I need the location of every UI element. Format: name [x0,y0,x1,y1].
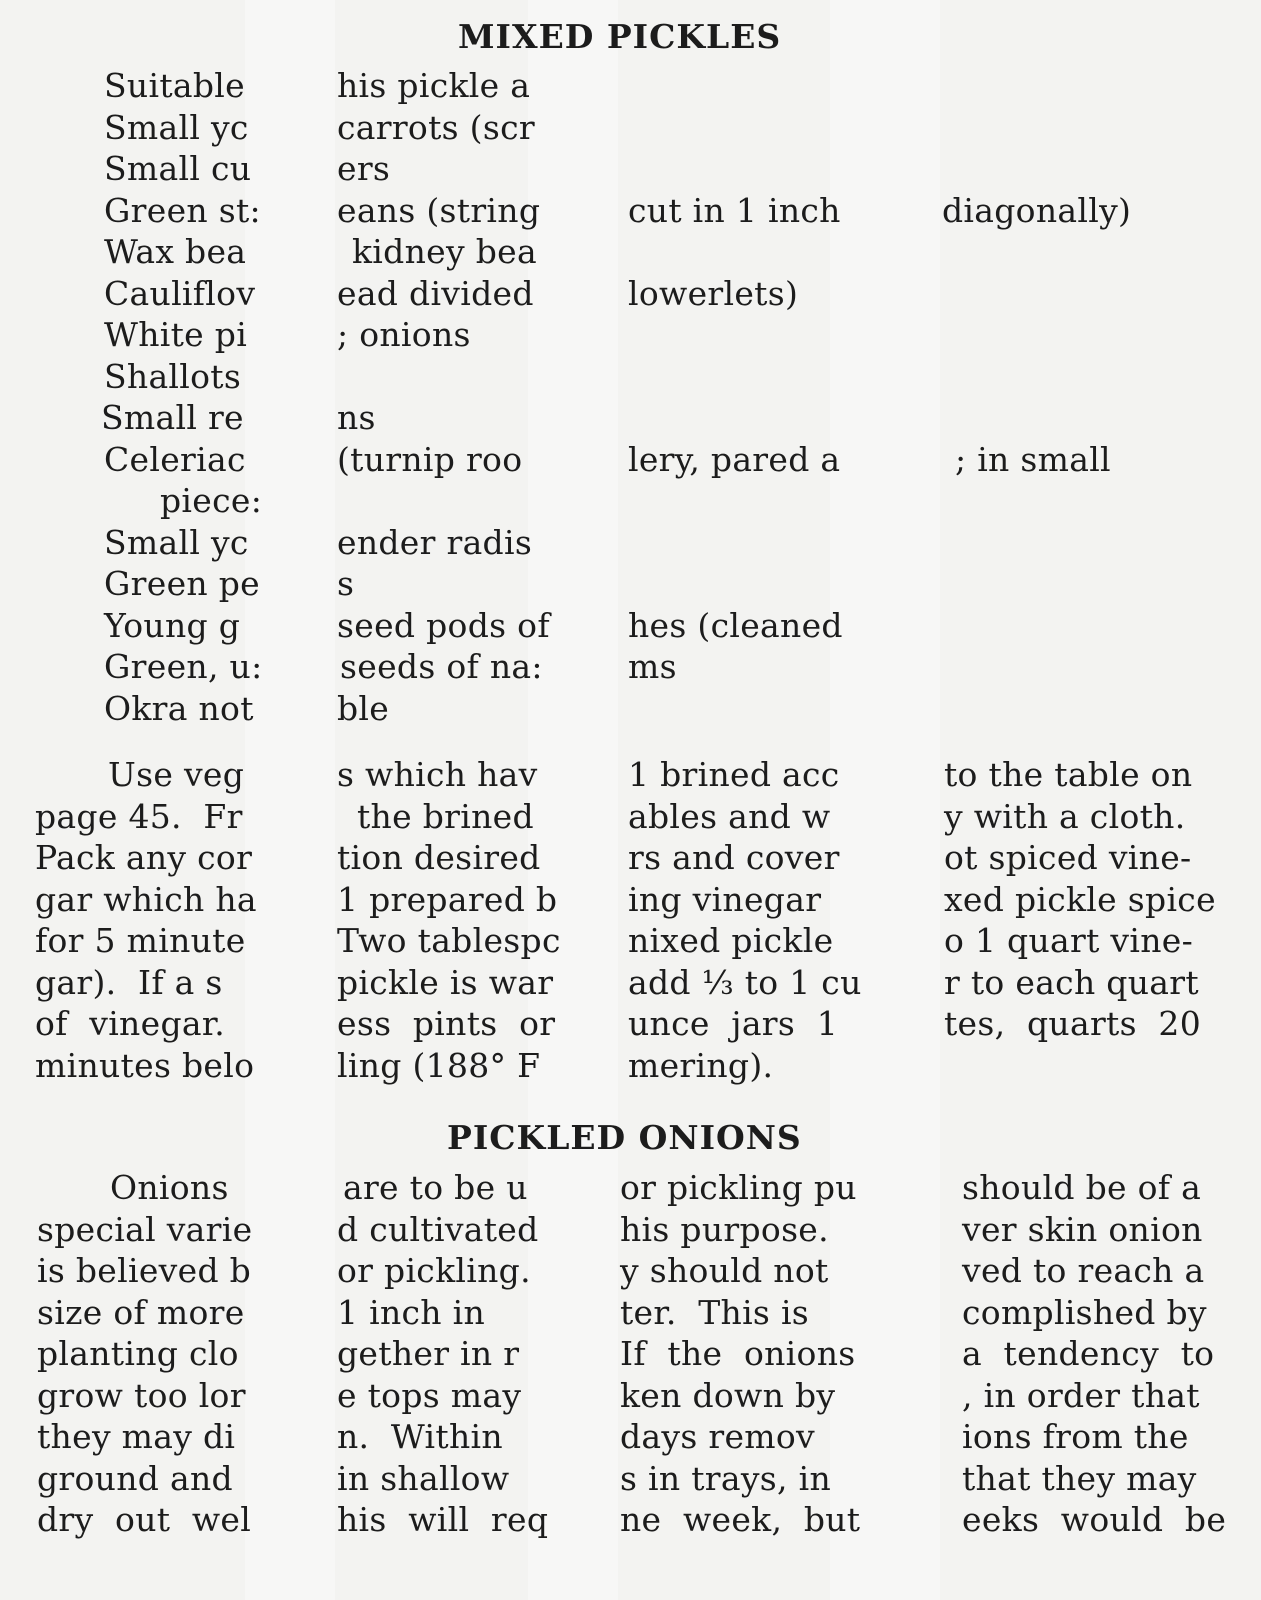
text-fragment: minutes belo [35,1045,255,1085]
text-fragment: seed pods of [337,605,550,645]
text-fragment: complished by [962,1292,1207,1332]
text-fragment: his will req [337,1500,549,1539]
text-fragment: is believed b [37,1251,252,1290]
text-fragment: ter. This is [620,1292,810,1332]
text-fragment: ne week, but [620,1500,861,1539]
text-fragment: y should not [620,1251,829,1290]
text-fragment: Suitable [104,66,245,105]
text-fragment: gar). If a s [35,962,223,1002]
text-fragment: ground and [37,1458,233,1498]
text-fragment: ot spiced vine- [944,838,1192,877]
text-fragment: Green st: [104,190,261,230]
text-fragment: kidney bea [352,232,537,271]
text-fragment: or pickling pu [620,1168,857,1207]
text-fragment: e tops may [337,1375,522,1415]
text-fragment: should be of a [962,1168,1202,1207]
text-fragment: pickle is war [337,962,554,1002]
text-fragment: rs and cover [628,838,840,877]
text-fragment: of vinegar. [35,1004,226,1043]
text-fragment: page 45. Fr [35,796,243,836]
text-fragment: ; in small [955,439,1111,479]
text-fragment: size of more [37,1292,245,1332]
text-fragment: dry out wel [37,1500,252,1539]
text-fragment: Shallots [104,356,242,396]
text-fragment: n. Within [337,1417,503,1456]
text-fragment: ble [337,688,390,728]
text-fragment: Onions [110,1168,229,1207]
text-fragment: unce jars 1 [628,1004,838,1043]
text-fragment: Cauliflov [104,273,256,313]
text-fragment: tes, quarts 20 [944,1004,1201,1043]
text-fragment: 1 brined acc [628,755,840,794]
text-fragment: tion desired [337,838,541,877]
text-fragment: gether in r [337,1334,520,1373]
text-fragment: Small yc [104,522,249,562]
text-fragment: are to be u [343,1168,528,1207]
text-fragment: Two tablespc [337,921,561,960]
text-fragment: (turnip roo [337,439,523,479]
text-fragment: Young g [104,605,241,645]
text-fragment: lowerlets) [628,273,799,313]
text-fragment: grow too lor [37,1375,246,1415]
text-fragment: days remov [620,1417,815,1456]
text-fragment: Okra not [104,688,254,728]
text-fragment: Green pe [104,564,260,603]
text-fragment: White pi [104,315,248,354]
text-fragment: ved to reach a [962,1251,1205,1290]
text-fragment: a tendency to [962,1334,1215,1373]
text-fragment: ers [337,149,391,188]
text-fragment: eans (string [337,190,541,230]
text-fragment: Celeriac [104,439,246,479]
text-fragment: seeds of na: [340,647,543,686]
text-fragment: to the table on [944,755,1193,794]
text-fragment: 1 inch in [337,1292,486,1332]
scan-strip [245,0,335,1600]
text-fragment: Small yc [104,107,249,147]
text-fragment: xed pickle spice [944,879,1216,919]
text-fragment: eeks would be [962,1500,1227,1539]
text-fragment: , in order that [962,1375,1200,1415]
text-fragment: or pickling. [337,1251,531,1290]
text-fragment: Small cu [104,149,252,188]
text-fragment: Pack any cor [35,838,253,877]
text-fragment: Use veg [108,755,245,794]
text-fragment: ables and w [628,796,831,836]
text-fragment: s which hav [337,755,538,794]
text-fragment: ken down by [620,1375,836,1415]
section-title-pickled-onions: PICKLED ONIONS [447,1118,802,1157]
text-fragment: 1 prepared b [337,879,558,919]
text-fragment: Small re [101,398,244,437]
text-fragment: mering). [628,1045,774,1085]
text-fragment: ender radis [337,522,533,562]
text-fragment: the brined [357,796,534,836]
text-fragment: r to each quart [944,962,1199,1002]
text-fragment: his purpose. [620,1209,829,1249]
text-fragment: d cultivated [337,1209,539,1249]
text-fragment: ions from the [962,1417,1189,1456]
text-fragment: ing vinegar [628,879,822,919]
text-fragment: ead divided [337,273,534,313]
text-fragment: special varie [37,1209,253,1249]
text-fragment: hes (cleaned [628,605,843,645]
text-fragment: gar which ha [35,879,257,919]
text-fragment: ns [337,398,376,437]
text-fragment: that they may [962,1458,1197,1498]
text-fragment: ms [628,647,677,686]
text-fragment: carrots (scr [337,107,535,147]
text-fragment: for 5 minute [35,921,246,960]
text-fragment: y with a cloth. [944,796,1186,836]
section-title-mixed-pickles: MIXED PICKLES [458,17,782,56]
text-fragment: cut in 1 inch [628,190,841,230]
text-fragment: lery, pared a [628,439,841,479]
text-fragment: in shallow [337,1458,510,1498]
text-fragment: s in trays, in [620,1458,831,1498]
text-fragment: add ⅓ to 1 cu [628,962,862,1002]
text-fragment: If the onions [620,1334,856,1373]
text-fragment: diagonally) [942,190,1132,230]
text-fragment: nixed pickle [628,921,834,960]
text-fragment: planting clo [37,1334,239,1373]
text-fragment: Wax bea [104,232,247,271]
text-fragment: Green, u: [104,647,263,686]
text-fragment: ; onions [337,315,471,354]
text-fragment: ling (188° F [337,1045,541,1085]
text-fragment: his pickle a [337,66,531,105]
text-fragment: s [337,564,355,603]
scan-strip [528,0,618,1600]
text-fragment: o 1 quart vine- [944,921,1194,960]
text-fragment: ver skin onion [962,1209,1203,1249]
text-fragment: they may di [37,1417,236,1456]
text-fragment: piece: [160,481,263,520]
text-fragment: ess pints or [337,1004,556,1043]
